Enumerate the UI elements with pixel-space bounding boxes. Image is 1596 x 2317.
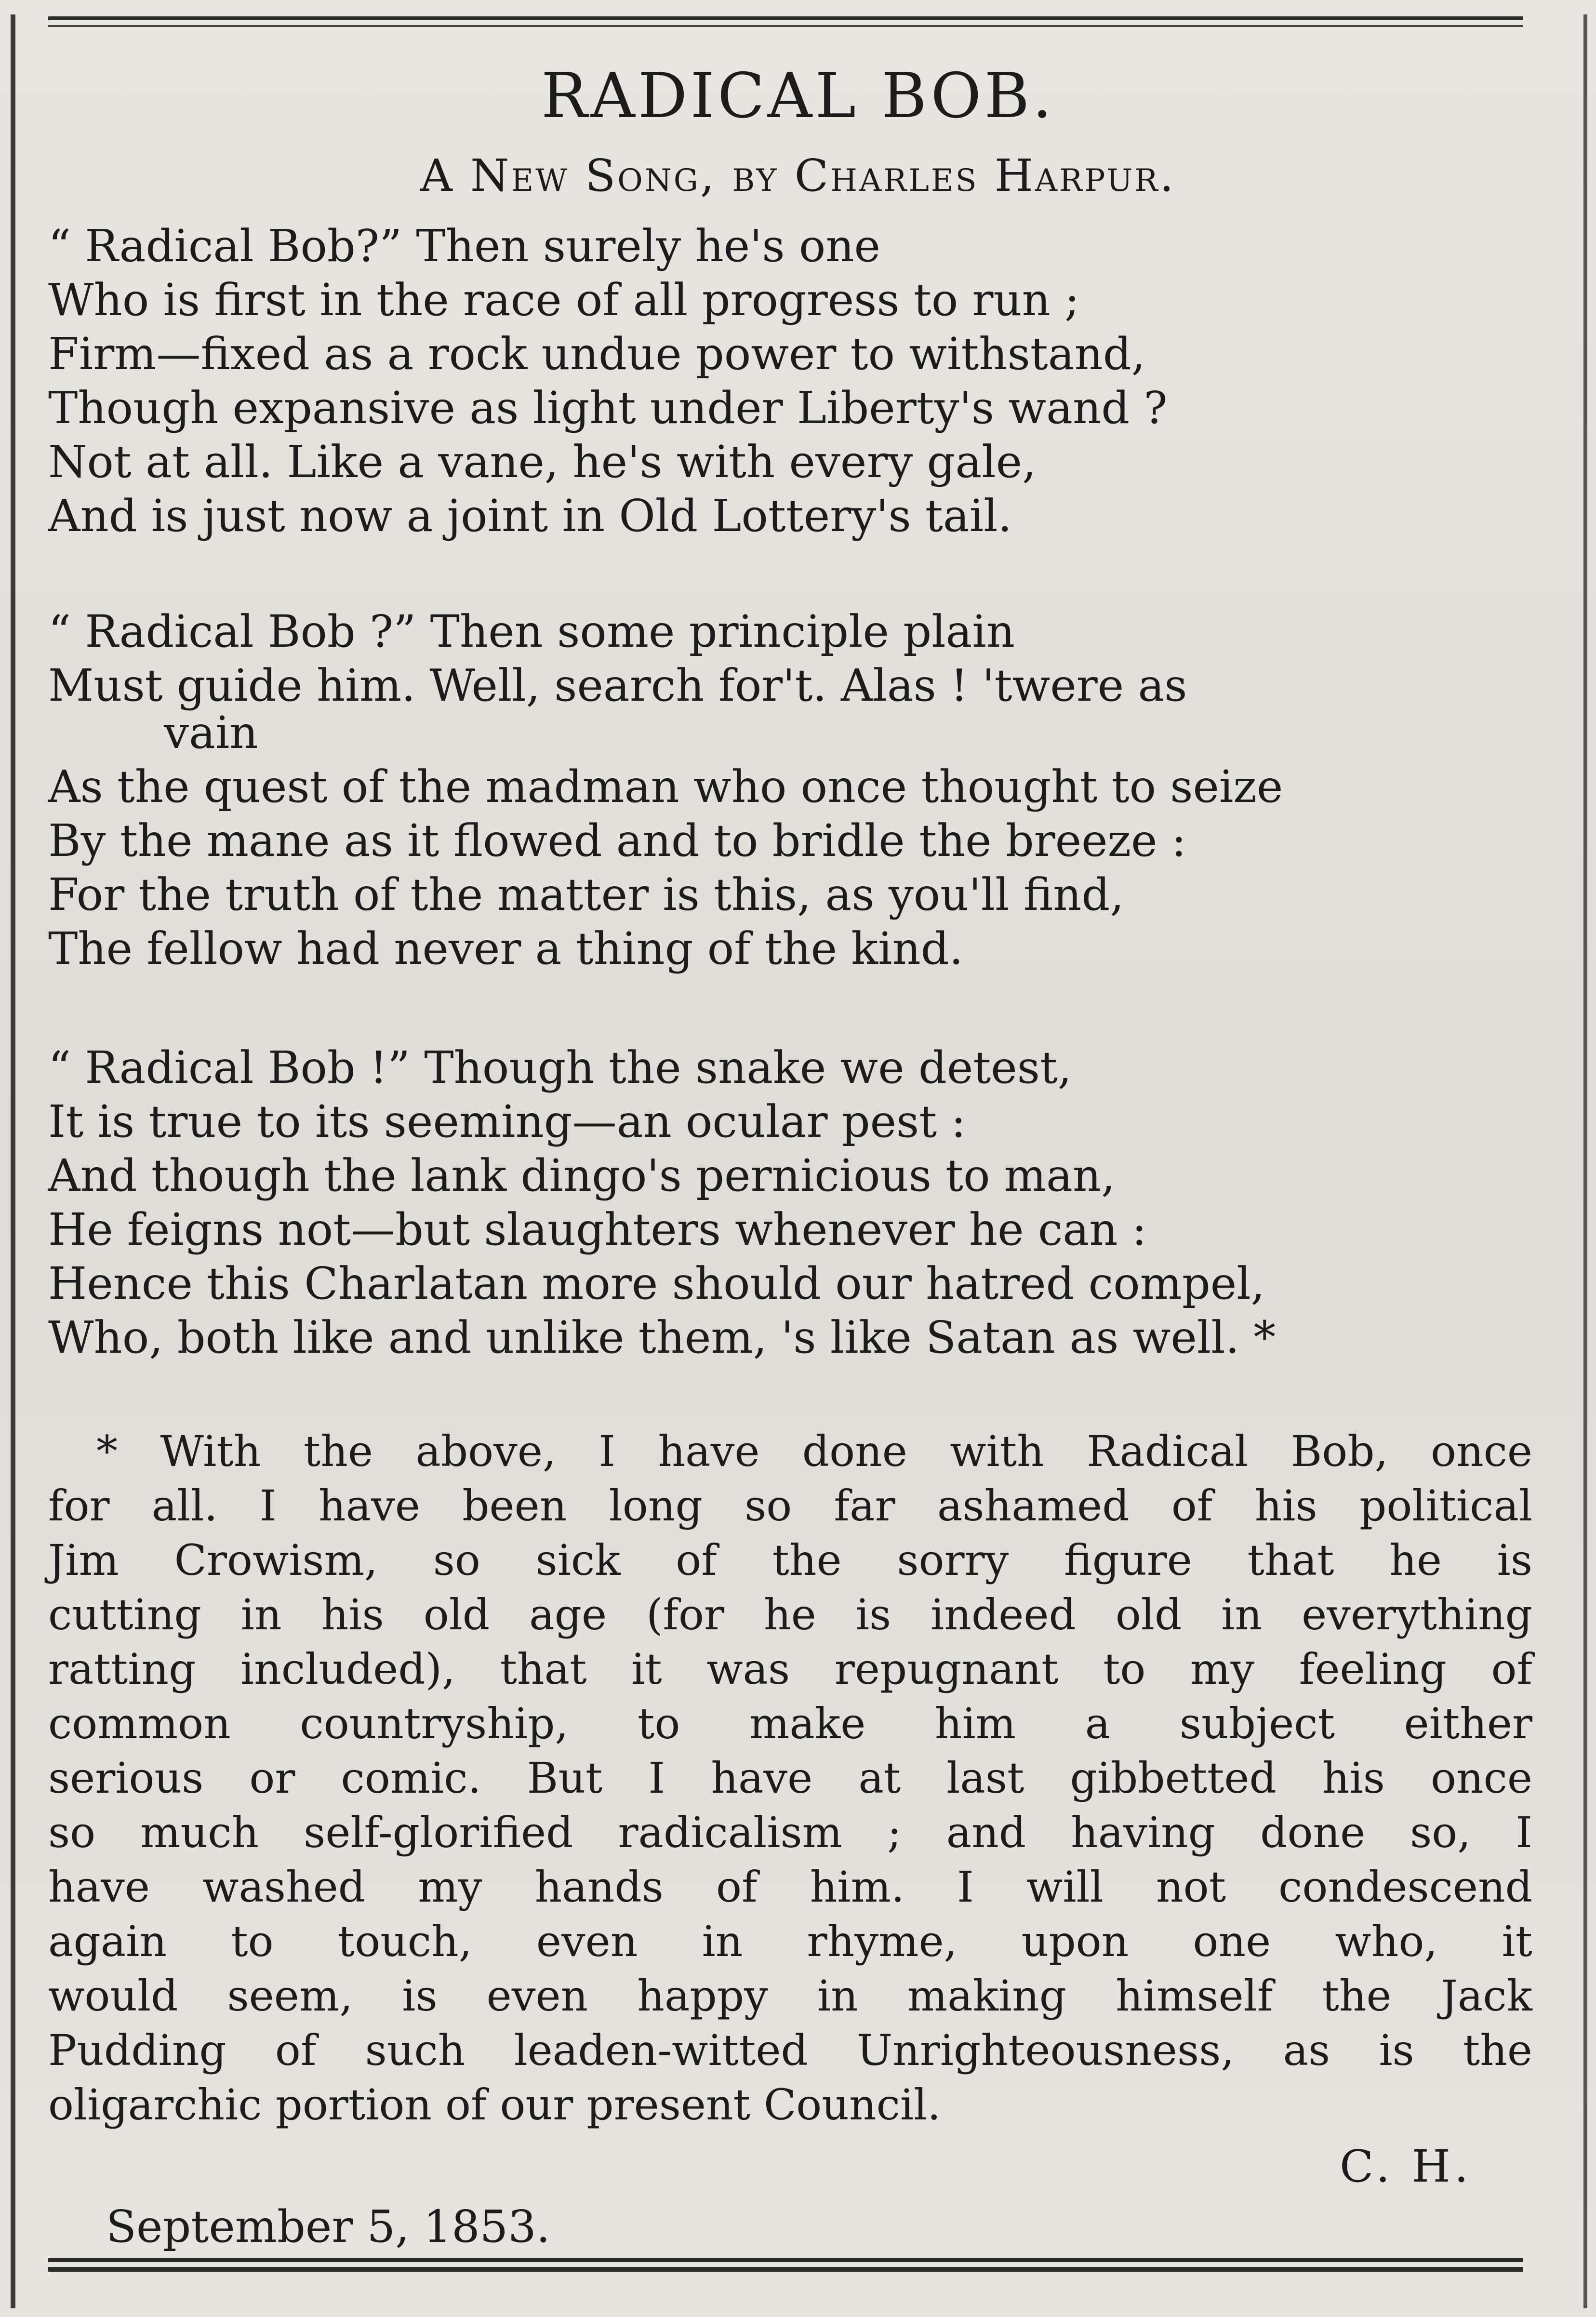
footnote-line: for all. I have been long so far ashamed of his political bbox=[48, 1481, 1532, 1531]
left-border bbox=[11, 14, 15, 2308]
signature: C. H. bbox=[1340, 2141, 1473, 2192]
footnote-line: have washed my hands of him. I will not condescend bbox=[48, 1862, 1532, 1912]
poem-line: “ Radical Bob?” Then surely he's one bbox=[48, 220, 880, 272]
poem-line: Though expansive as light under Liberty's wand ? bbox=[48, 382, 1168, 434]
poem-line: As the quest of the madman who once thought to seize bbox=[48, 761, 1283, 812]
footnote-line: * With the above, I have done with Radical Bob, once bbox=[96, 1426, 1532, 1476]
footnote-line: Jim Crowism, so sick of the sorry figure that he is bbox=[48, 1535, 1532, 1585]
footnote-line: common countryship, to make him a subject either bbox=[48, 1699, 1532, 1748]
poem-line: Who, both like and unlike them, 's like Satan as well. * bbox=[48, 1312, 1276, 1363]
poem-line: “ Radical Bob ?” Then some principle plain bbox=[48, 606, 1015, 657]
footnote-line: Pudding of such leaden-witted Unrighteousness, as is the bbox=[48, 2025, 1532, 2075]
poem-line-continuation: vain bbox=[164, 707, 258, 759]
poem-line: Not at all. Like a vane, he's with every gale, bbox=[48, 436, 1037, 488]
date-line: September 5, 1853. bbox=[106, 2201, 550, 2252]
footnote-line: so much self-glorified radicalism ; and having done so, I bbox=[48, 1808, 1532, 1857]
poem-line: By the mane as it flowed and to bridle the breeze : bbox=[48, 815, 1186, 866]
footnote-line: again to touch, even in rhyme, upon one who, it bbox=[48, 1917, 1532, 1966]
footnote-line: cutting in his old age (for he is indeed old in everything bbox=[48, 1590, 1532, 1639]
poem-line: Must guide him. Well, search for't. Alas ! 'twere as bbox=[48, 660, 1187, 711]
footnote-line: would seem, is even happy in making himself the Jack bbox=[48, 1971, 1532, 2021]
footnote-line: serious or comic. But I have at last gibbetted his once bbox=[48, 1753, 1532, 1803]
bottom-rule bbox=[48, 2258, 1523, 2262]
poem-line: Who is first in the race of all progress to run ; bbox=[48, 274, 1080, 326]
poem-subtitle: A New Song, by Charles Harpur. bbox=[420, 150, 1176, 201]
poem-line: The fellow had never a thing of the kind. bbox=[48, 923, 963, 974]
poem-line: Hence this Charlatan more should our hatred compel, bbox=[48, 1258, 1265, 1309]
footnote-line: oligarchic portion of our present Council. bbox=[48, 2080, 941, 2130]
top-rule bbox=[48, 16, 1523, 20]
footnote-line: ratting included), that it was repugnant to my feeling of bbox=[48, 1644, 1532, 1694]
poem-line: He feigns not—but slaughters whenever he can : bbox=[48, 1204, 1147, 1255]
poem-line: And though the lank dingo's pernicious to man, bbox=[48, 1150, 1116, 1201]
poem-line: Firm—fixed as a rock undue power to withstand, bbox=[48, 328, 1146, 380]
bottom-rule-thick bbox=[48, 2267, 1523, 2272]
right-border bbox=[1583, 14, 1587, 2308]
top-rule-thin bbox=[48, 25, 1523, 27]
poem-line: For the truth of the matter is this, as you'll find, bbox=[48, 869, 1124, 920]
poem-line: It is true to its seeming—an ocular pest : bbox=[48, 1096, 966, 1147]
poem-line: “ Radical Bob !” Though the snake we detest, bbox=[48, 1042, 1072, 1093]
poem-line: And is just now a joint in Old Lottery's tail. bbox=[48, 490, 1012, 542]
poem-title: RADICAL BOB. bbox=[541, 60, 1055, 132]
